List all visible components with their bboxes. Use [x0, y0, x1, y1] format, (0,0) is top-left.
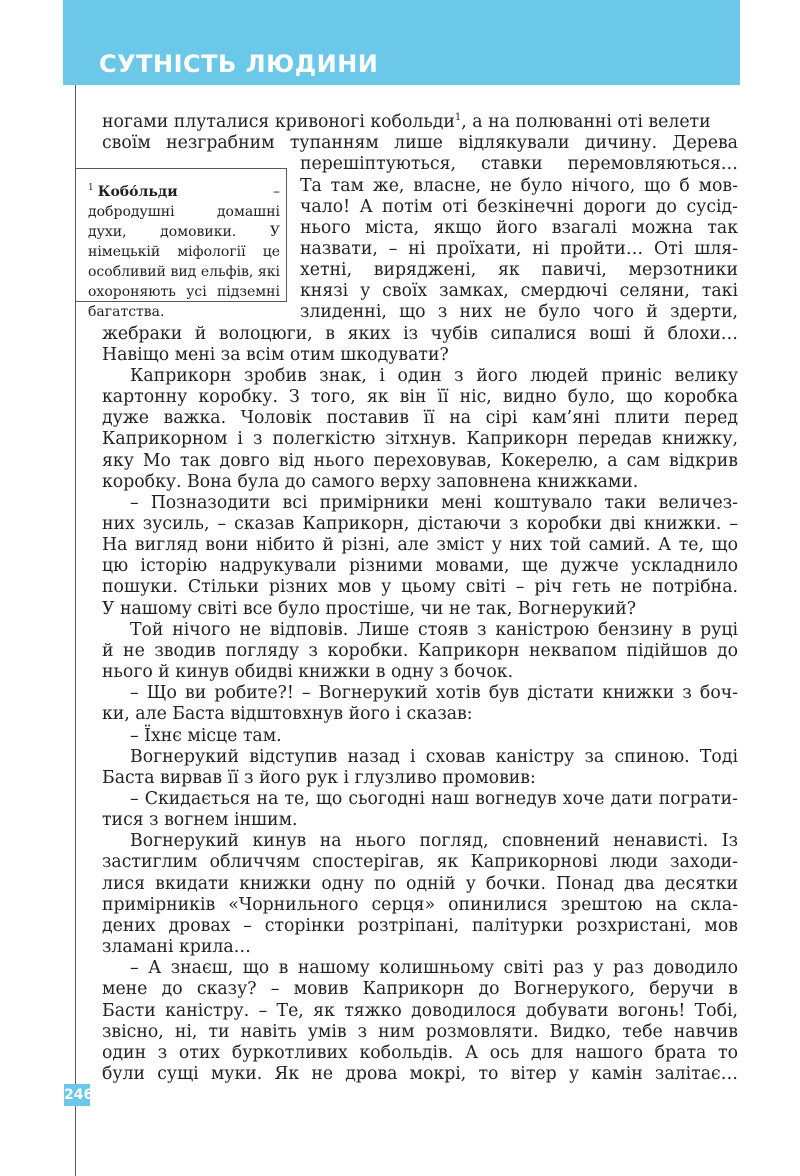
text-line: лися вкидати книжки одну по одній у бочки. Понад два десятки — [102, 873, 738, 894]
text-line: цю історію надрукували різними мовами, ще дужче ускладнило — [102, 556, 738, 577]
footnote-marker: 1 — [88, 183, 94, 194]
text-line: ногами плуталися кривоногі кобольди$^1$, а на полюванні оті велети — [102, 112, 711, 132]
page-number: 246 — [64, 1084, 90, 1106]
text-line: чало! А потім оті безкінечні дороги до сусід- — [300, 196, 738, 217]
text-line: дуже важка. Чоловік поставив її на сірі кам’яні плити перед — [102, 408, 738, 429]
text-line: коробку. Вона була до самого верху заповнена книжками. — [102, 471, 639, 492]
text-line: – Скидається на те, що сьогодні наш вогнедув хоче дати пограти- — [130, 789, 738, 809]
text-line: князі у своїх замках, смердючі селяни, такі — [300, 281, 738, 302]
text-line: й не зводив погляду з коробки. Каприкорн неквапом підійшов до — [102, 640, 738, 661]
section-title: СУТНІСТЬ ЛЮДИНИ — [99, 50, 379, 78]
text-line: Той нічого не відповів. Лише стояв з каністрою бензину в руці — [130, 619, 738, 640]
text-line: Навіщо мені за всім отим шкодувати? — [102, 344, 449, 365]
text-line: – Позназодити всі примірники мені коштувало таки величез- — [130, 492, 738, 513]
text-line: У нашому світі все було простіше, чи не так, Вогнерукий? — [102, 598, 637, 619]
text-line: були сущі муки. Як не дрова мокрі, то вітер у камін залітає… — [102, 1064, 738, 1084]
text-line: нього й кинув обидві книжки в одну з бочок. — [102, 662, 514, 682]
footnote-term: Кобо́льди — [97, 184, 178, 200]
text-line: зламані крила… — [102, 937, 251, 958]
footnote-text: – добродушні домашні духи, домовики. У німецькій міфології це особливий вид ельфів, які охороняють усі підземні багатства. — [88, 184, 280, 320]
text-line: звісно, ні, ти навіть умів з ним розмовляти. Видко, тебе навчив — [102, 1021, 738, 1042]
text-line: своїм незграбним тупанням лише відлякували дичину. Дерева — [102, 133, 738, 154]
text-line: Каприкорном і з полегкістю зітхнув. Каприкорн передав книжку, — [102, 429, 738, 450]
footnote-reference: 1 — [454, 112, 462, 124]
text-line: злиденні, що з них не було чого й здерти, — [300, 302, 738, 323]
text-line: – Їхнє місце там. — [130, 725, 282, 746]
text-line: – А знаєш, що в нашому колишньому світі раз у раз доводило — [130, 958, 738, 979]
text-line: мене до сказу? – мовив Каприкорн до Вогнерукого, беручи в — [102, 979, 738, 1000]
text-line: пошуки. Стільки різних мов у цьому світі – річ геть не потрібна. — [102, 577, 738, 598]
text-line: назвати, – ні проїхати, ні пройти… Оті шля- — [300, 238, 738, 259]
text-line: Та там же, власне, не було нічого, що б мов- — [300, 175, 738, 196]
text-line: жебраки й волоцюги, в яких із чубів сипалися воші й блохи… — [102, 323, 738, 344]
text-line: застиглим обличчям спостерігав, як Каприкорнові люди заходи- — [102, 852, 738, 873]
text-line: – Що ви робите?! – Вогнерукий хотів був дістати книжки з боч- — [130, 683, 738, 704]
text-line: яку Мо так довго від нього переховував, Кокерелю, а сам відкрив — [102, 450, 738, 471]
text-line: Каприкорн зробив знак, і один з його людей приніс велику — [130, 365, 738, 386]
text-line: один з отих буркотливих кобольдів. А ось для нашого брата то — [102, 1042, 738, 1063]
text-line: На вигляд вони нібито й різні, але зміст у них той самий. А те, що — [102, 535, 738, 556]
text-line: Басти каністру. – Те, як тяжко доводилося добувати вогонь! Тобі, — [102, 1000, 738, 1021]
text-line: Вогнерукий відступив назад і сховав каністру за спиною. Тоді — [130, 746, 738, 767]
text-line: хетні, вирядженi, як павичі, мерзотники — [300, 260, 738, 281]
text-line: дених дровах – сторінки розтріпані, палітурки розхристані, мов — [102, 915, 738, 936]
text-line: них зусиль, – сказав Каприкорн, дістаючи з коробки дві книжки. – — [102, 514, 738, 534]
text-line: примірників «Чорнильного серця» опинилися зрештою на скла- — [102, 894, 738, 915]
text-line: Баста вирвав її з його рук і глузливо промовив: — [102, 767, 536, 788]
text-line: Вогнерукий кинув на нього погляд, сповнений ненависті. Із — [130, 831, 738, 852]
text-line: нього міста, якщо його взагалі можна так — [300, 217, 738, 238]
text-line: картонну коробку. З того, як він її ніс, видно було, що коробка — [102, 387, 738, 407]
text-line: перешіптуються, ставки перемовляються… — [300, 154, 738, 175]
text-line: ки, але Баста відштовхнув його і сказав: — [102, 704, 473, 725]
text-line: тися з вогнем іншим. — [102, 810, 298, 831]
